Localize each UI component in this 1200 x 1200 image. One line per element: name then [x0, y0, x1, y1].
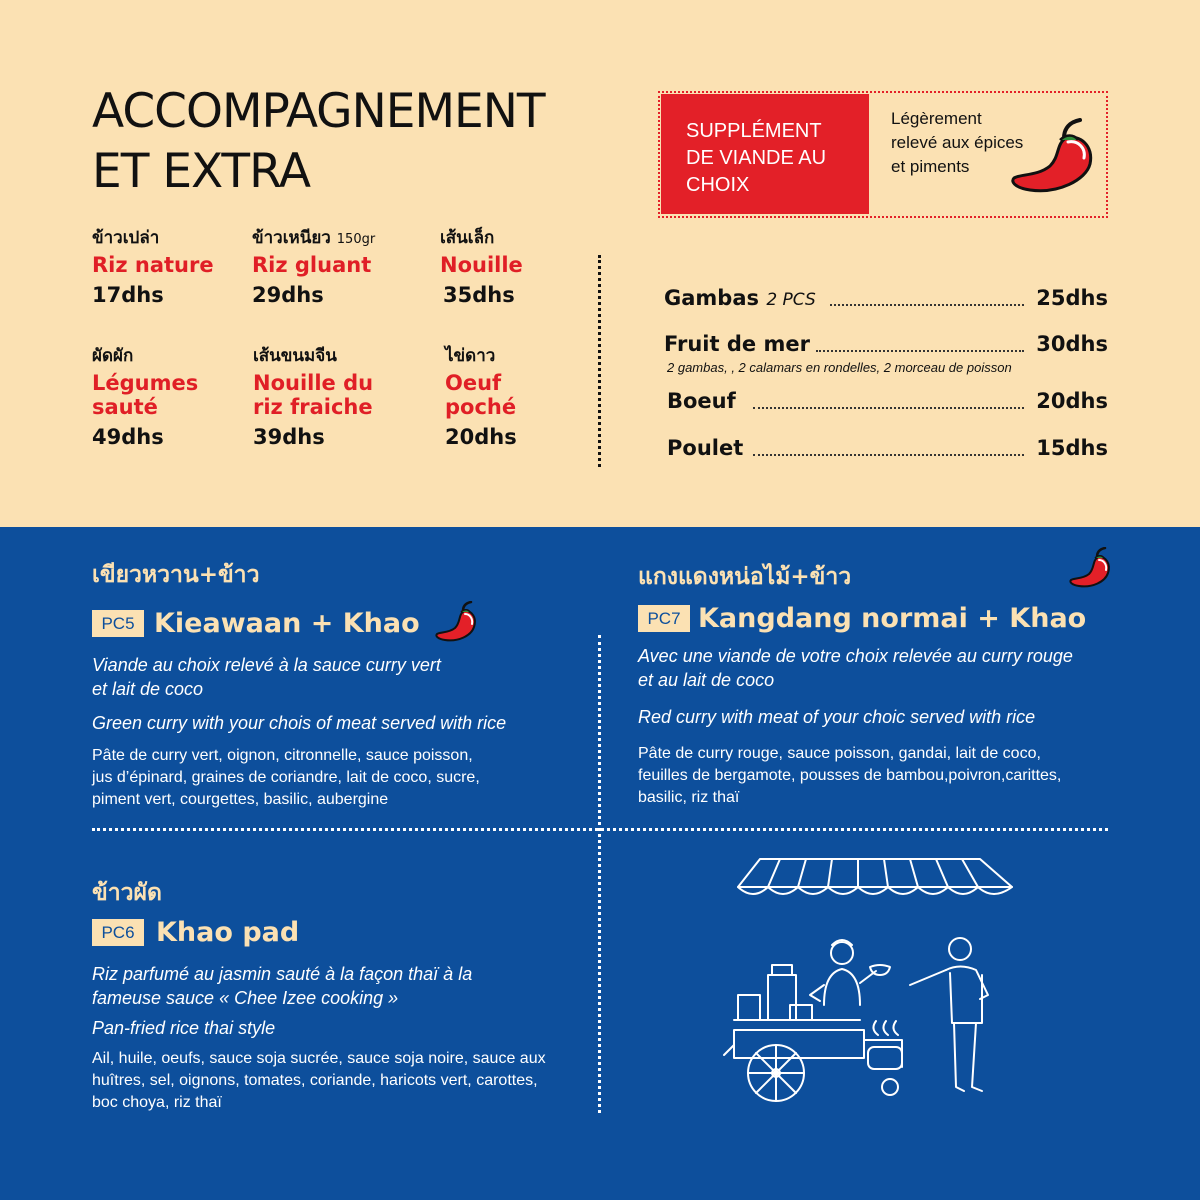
chili-pepper-icon [1008, 116, 1096, 196]
supplement-item-fruit-de-mer: Fruit de mer 30dhs [664, 332, 1108, 356]
side-item-riz-nature: ข้าวเปล่า Riz nature 17dhs [92, 228, 214, 307]
divider [598, 635, 601, 1113]
dish-code-badge: PC5 [92, 610, 144, 637]
dish-khao-pad: ข้าวผัด PC6 Khao pad Riz parfumé au jasmin sauté à la façon thaï à la fameuse sauce « Chee Izee cooking » Pan-fried rice thai style Ail, huile, oeufs, sauce soja sucrée, sauce soja noire, sauce aux huîtres, sel, oignons, tomates, coriande, haricots vert, carottes, boc choya, riz thaï [92, 880, 546, 1111]
supplement-item-poulet: Poulet 15dhs [667, 436, 1108, 460]
divider [92, 828, 1108, 831]
extras-section [0, 0, 1200, 527]
chili-pepper-icon [434, 601, 478, 645]
side-item-nouille-riz: เส้นขนมจีน Nouille du riz fraiche 39dhs [253, 346, 374, 449]
side-item-riz-gluant: ข้าวเหนียว 150gr Riz gluant 29dhs [252, 228, 376, 307]
dishes-section [0, 527, 1200, 1200]
dish-code-badge: PC7 [638, 605, 690, 632]
section-title: ACCOMPAGNEMENT ET EXTRA [92, 84, 545, 199]
supplement-item-gambas: Gambas 2 PCS 25dhs [664, 286, 1108, 310]
street-food-vendor-illustration [720, 855, 1020, 1115]
seafood-note: 2 gambas, , 2 calamars en rondelles, 2 morceau de poisson [667, 360, 1012, 375]
divider [598, 255, 601, 467]
supplement-badge: SUPPLÉMENT DE VIANDE AU CHOIX [661, 94, 869, 214]
dish-code-badge: PC6 [92, 919, 144, 946]
supplement-item-boeuf: Boeuf 20dhs [667, 389, 1108, 413]
chili-pepper-icon [1068, 547, 1112, 591]
dish-kangdang: แกงแดงหน่อไม้+ข้าว PC7 Kangdang normai + Khao Avec une viande de votre choix relevée au curry rouge et au lait de coco Red curry with meat of your choic served with rice Pâte de curry rouge, sauce poisson, gandai, lait de coco, feuilles de bergamote, pousses de bambou,poivron,carittes, basilic, riz thaï [638, 564, 1087, 806]
dish-kieawaan: เขียวหวาน+ข้าว PC5 Kieawaan + Khao Viande au choix relevé à la sauce curry vert et lait de coco Green curry with your chois of meat served with rice Pâte de curry vert, oignon, citronnelle, sauce poisson, jus d’épinard, graines de coriandre, lait de coco, sucre, piment vert, courgettes, basilic, aubergine [92, 562, 507, 808]
side-item-nouille: เส้นเล็ก Nouille 35dhs [440, 228, 523, 307]
spice-note: Légèrement relevé aux épices et piments [891, 109, 1024, 176]
side-item-legumes: ผัดผัก Légumes sauté 49dhs [92, 346, 199, 449]
side-item-oeuf: ไข่ดาว Oeuf poché 20dhs [445, 346, 517, 449]
